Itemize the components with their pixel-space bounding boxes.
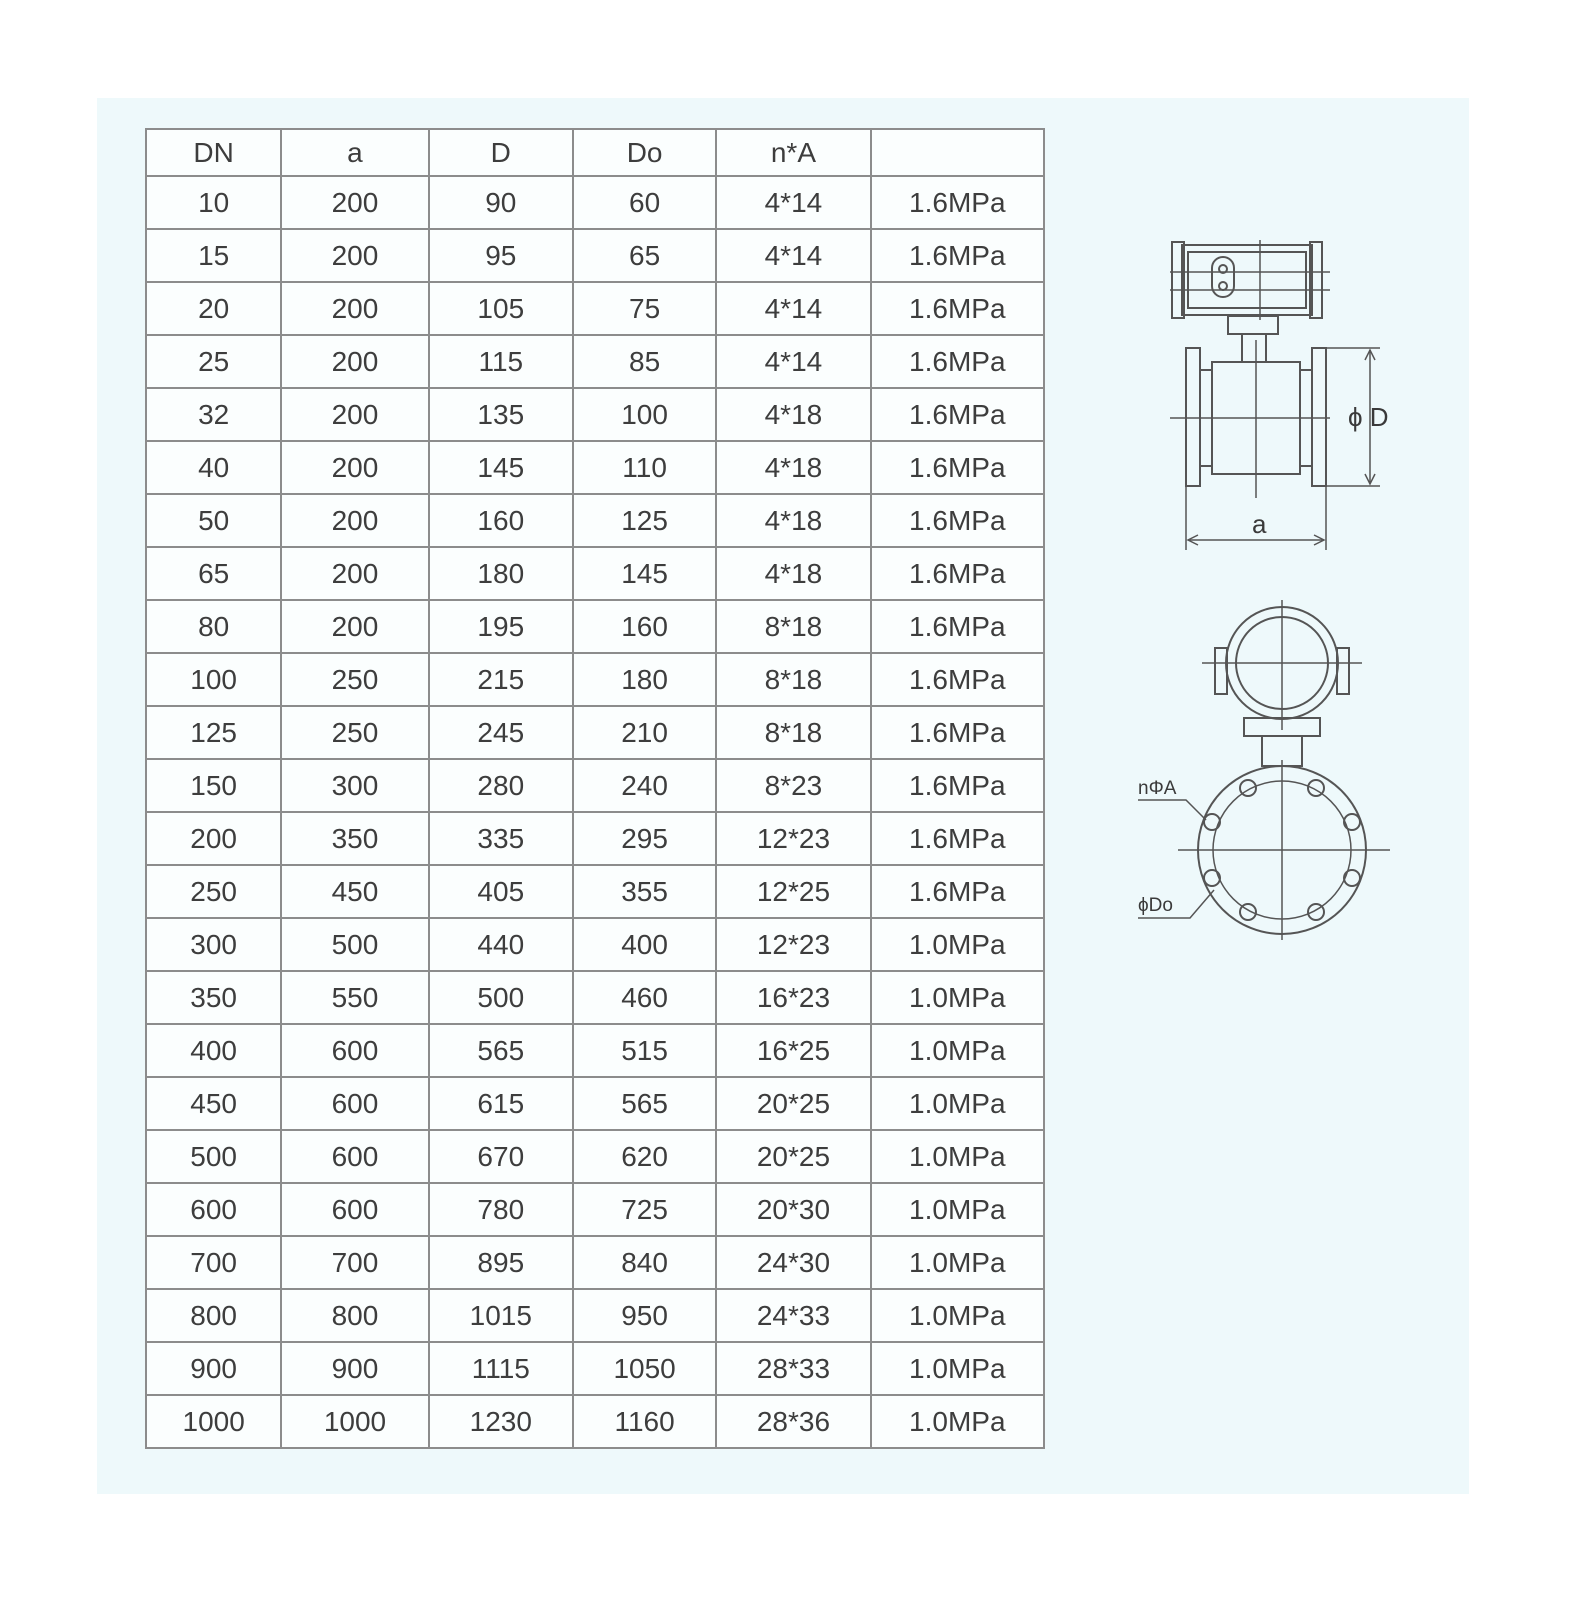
table-row (146, 706, 1044, 759)
cell-pressure: 1.6MPa (871, 282, 1044, 335)
cell-pressure: 1.6MPa (871, 865, 1044, 918)
cell-pressure: 1.0MPa (871, 1395, 1044, 1448)
cell-do: 1050 (573, 1342, 716, 1395)
cell-n-a: 24*30 (716, 1236, 870, 1289)
cell-a: 1000 (281, 1395, 428, 1448)
cell-pressure: 1.0MPa (871, 1236, 1044, 1289)
cell-d: 565 (429, 1024, 573, 1077)
cell-pressure: 1.0MPa (871, 1183, 1044, 1236)
cell-d: 1230 (429, 1395, 573, 1448)
cell-n-a: 8*23 (716, 759, 870, 812)
cell-d: 280 (429, 759, 573, 812)
cell-dn: 80 (146, 600, 281, 653)
cell-a: 200 (281, 176, 428, 229)
cell-d: 135 (429, 388, 573, 441)
cell-dn: 25 (146, 335, 281, 388)
cell-do: 60 (573, 176, 716, 229)
table-row (146, 653, 1044, 706)
cell-a: 700 (281, 1236, 428, 1289)
cell-dn: 400 (146, 1024, 281, 1077)
header-d: D (429, 129, 573, 176)
side-view (1170, 240, 1380, 550)
table-row (146, 1183, 1044, 1236)
cell-dn: 300 (146, 918, 281, 971)
table-row (146, 282, 1044, 335)
cell-n-a: 20*30 (716, 1183, 870, 1236)
cell-a: 450 (281, 865, 428, 918)
cell-n-a: 16*25 (716, 1024, 870, 1077)
table-row (146, 1077, 1044, 1130)
cell-do: 565 (573, 1077, 716, 1130)
cell-n-a: 8*18 (716, 600, 870, 653)
cell-pressure: 1.6MPa (871, 706, 1044, 759)
cell-d: 1115 (429, 1342, 573, 1395)
cell-do: 355 (573, 865, 716, 918)
cell-n-a: 12*25 (716, 865, 870, 918)
cell-do: 125 (573, 494, 716, 547)
cell-d: 195 (429, 600, 573, 653)
cell-a: 350 (281, 812, 428, 865)
cell-dn: 200 (146, 812, 281, 865)
cell-a: 200 (281, 600, 428, 653)
table-row (146, 918, 1044, 971)
cell-d: 500 (429, 971, 573, 1024)
cell-d: 670 (429, 1130, 573, 1183)
table-row (146, 1342, 1044, 1395)
cell-pressure: 1.6MPa (871, 388, 1044, 441)
cell-d: 95 (429, 229, 573, 282)
cell-dn: 20 (146, 282, 281, 335)
cell-d: 1015 (429, 1289, 573, 1342)
cell-dn: 50 (146, 494, 281, 547)
cell-a: 600 (281, 1183, 428, 1236)
table-header-row (146, 129, 1044, 176)
cell-do: 180 (573, 653, 716, 706)
cell-dn: 500 (146, 1130, 281, 1183)
cell-pressure: 1.6MPa (871, 812, 1044, 865)
cell-n-a: 8*18 (716, 653, 870, 706)
cell-do: 240 (573, 759, 716, 812)
table-row (146, 176, 1044, 229)
cell-a: 600 (281, 1077, 428, 1130)
table-row (146, 1130, 1044, 1183)
cell-a: 500 (281, 918, 428, 971)
cell-dn: 65 (146, 547, 281, 600)
right-flange (1312, 348, 1326, 486)
table-row (146, 1289, 1044, 1342)
cell-dn: 700 (146, 1236, 281, 1289)
cell-a: 200 (281, 229, 428, 282)
cell-do: 725 (573, 1183, 716, 1236)
cell-d: 615 (429, 1077, 573, 1130)
cell-a: 600 (281, 1130, 428, 1183)
cell-n-a: 4*14 (716, 335, 870, 388)
cell-d: 180 (429, 547, 573, 600)
cell-dn: 250 (146, 865, 281, 918)
cell-pressure: 1.6MPa (871, 653, 1044, 706)
cell-a: 600 (281, 1024, 428, 1077)
cell-do: 100 (573, 388, 716, 441)
cell-dn: 800 (146, 1289, 281, 1342)
table-row (146, 1024, 1044, 1077)
cell-do: 85 (573, 335, 716, 388)
cell-n-a: 4*14 (716, 282, 870, 335)
cell-pressure: 1.0MPa (871, 918, 1044, 971)
cell-pressure: 1.6MPa (871, 494, 1044, 547)
cell-do: 145 (573, 547, 716, 600)
table-row (146, 388, 1044, 441)
table-row (146, 865, 1044, 918)
cell-pressure: 1.6MPa (871, 176, 1044, 229)
cell-n-a: 16*23 (716, 971, 870, 1024)
cell-n-a: 28*36 (716, 1395, 870, 1448)
table-row (146, 229, 1044, 282)
cell-dn: 150 (146, 759, 281, 812)
cell-pressure: 1.6MPa (871, 441, 1044, 494)
cell-do: 400 (573, 918, 716, 971)
cell-n-a: 4*18 (716, 388, 870, 441)
cell-d: 245 (429, 706, 573, 759)
cell-pressure: 1.6MPa (871, 759, 1044, 812)
cell-d: 105 (429, 282, 573, 335)
converter-head (1182, 245, 1312, 315)
bolt-circle-label: ϕDo (1138, 895, 1173, 916)
table-row (146, 971, 1044, 1024)
cell-dn: 600 (146, 1183, 281, 1236)
cell-n-a: 4*18 (716, 494, 870, 547)
cell-n-a: 4*14 (716, 229, 870, 282)
cell-pressure: 1.6MPa (871, 229, 1044, 282)
cell-do: 160 (573, 600, 716, 653)
header-pressure (871, 129, 1044, 176)
cell-dn: 900 (146, 1342, 281, 1395)
cell-n-a: 20*25 (716, 1130, 870, 1183)
cell-do: 460 (573, 971, 716, 1024)
cell-a: 900 (281, 1342, 428, 1395)
table-row (146, 335, 1044, 388)
cell-pressure: 1.6MPa (871, 547, 1044, 600)
cell-d: 895 (429, 1236, 573, 1289)
cell-do: 65 (573, 229, 716, 282)
cell-a: 200 (281, 388, 428, 441)
cell-d: 115 (429, 335, 573, 388)
cell-a: 200 (281, 494, 428, 547)
cell-do: 515 (573, 1024, 716, 1077)
cell-do: 295 (573, 812, 716, 865)
left-flange (1186, 348, 1200, 486)
cell-n-a: 4*14 (716, 176, 870, 229)
header-a: a (281, 129, 428, 176)
cell-n-a: 8*18 (716, 706, 870, 759)
cell-pressure: 1.0MPa (871, 1077, 1044, 1130)
cell-dn: 100 (146, 653, 281, 706)
table-row (146, 1236, 1044, 1289)
front-view (1138, 600, 1390, 940)
cell-do: 75 (573, 282, 716, 335)
cell-dn: 1000 (146, 1395, 281, 1448)
cell-a: 200 (281, 441, 428, 494)
dim-d-label: ϕ D (1348, 402, 1389, 432)
cell-a: 250 (281, 653, 428, 706)
cell-do: 950 (573, 1289, 716, 1342)
cell-do: 1160 (573, 1395, 716, 1448)
header-dn: DN (146, 129, 281, 176)
cell-a: 300 (281, 759, 428, 812)
cell-n-a: 20*25 (716, 1077, 870, 1130)
cell-a: 800 (281, 1289, 428, 1342)
table-row (146, 600, 1044, 653)
cell-d: 90 (429, 176, 573, 229)
table-row (146, 441, 1044, 494)
cell-pressure: 1.0MPa (871, 1289, 1044, 1342)
cell-d: 335 (429, 812, 573, 865)
cell-n-a: 4*18 (716, 547, 870, 600)
cell-pressure: 1.0MPa (871, 1130, 1044, 1183)
table-row (146, 759, 1044, 812)
dim-a-label: a (1252, 509, 1267, 539)
cell-dn: 15 (146, 229, 281, 282)
cell-do: 620 (573, 1130, 716, 1183)
cell-pressure: 1.6MPa (871, 335, 1044, 388)
cell-pressure: 1.0MPa (871, 1024, 1044, 1077)
cell-a: 250 (281, 706, 428, 759)
cell-do: 840 (573, 1236, 716, 1289)
cell-d: 780 (429, 1183, 573, 1236)
cell-pressure: 1.6MPa (871, 600, 1044, 653)
cell-d: 215 (429, 653, 573, 706)
cell-n-a: 12*23 (716, 918, 870, 971)
cell-dn: 450 (146, 1077, 281, 1130)
cell-do: 110 (573, 441, 716, 494)
cell-dn: 350 (146, 971, 281, 1024)
cell-pressure: 1.0MPa (871, 971, 1044, 1024)
table-row (146, 494, 1044, 547)
cell-dn: 40 (146, 441, 281, 494)
cell-do: 210 (573, 706, 716, 759)
cell-n-a: 28*33 (716, 1342, 870, 1395)
bolt-holes-label: nΦA (1138, 778, 1177, 799)
cell-n-a: 4*18 (716, 441, 870, 494)
cell-dn: 32 (146, 388, 281, 441)
cell-n-a: 24*33 (716, 1289, 870, 1342)
dimension-table (145, 128, 1045, 1449)
cell-a: 200 (281, 547, 428, 600)
cell-d: 145 (429, 441, 573, 494)
cell-a: 200 (281, 282, 428, 335)
table-row (146, 1395, 1044, 1448)
header-do: Do (573, 129, 716, 176)
cell-dn: 10 (146, 176, 281, 229)
table-row (146, 547, 1044, 600)
cell-a: 550 (281, 971, 428, 1024)
table-row (146, 812, 1044, 865)
cell-a: 200 (281, 335, 428, 388)
cell-d: 405 (429, 865, 573, 918)
cell-d: 440 (429, 918, 573, 971)
cell-d: 160 (429, 494, 573, 547)
cell-pressure: 1.0MPa (871, 1342, 1044, 1395)
cell-n-a: 12*23 (716, 812, 870, 865)
cell-dn: 125 (146, 706, 281, 759)
flowmeter-drawing (1100, 220, 1400, 940)
header-n-a: n*A (716, 129, 870, 176)
